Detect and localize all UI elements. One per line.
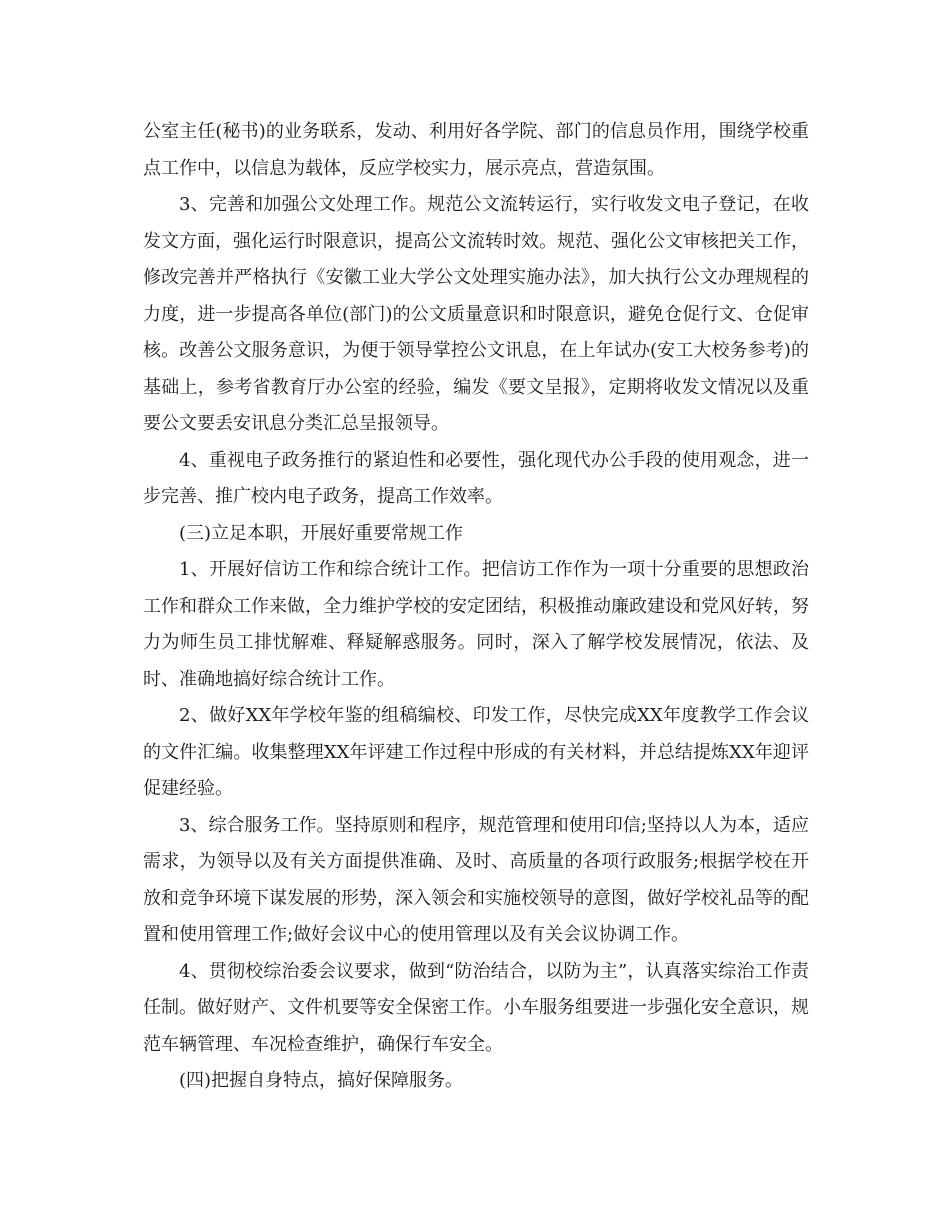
paragraph-1: 公室主任(秘书)的业务联系，发动、利用好各学院、部门的信息员作用，围绕学校重点工作中，以信息为载体，反应学校实力，展示亮点，营造氛围。 — [143, 121, 809, 179]
paragraph-3: 4、重视电子政务推行的紧迫性和必要性，强化现代办公手段的使用观念，进一步完善、推广校内电子政务，提高工作效率。 — [143, 449, 809, 507]
document-body — [143, 114, 809, 1100]
paragraph-6: 2、做好XX年学校年鉴的组稿编校、印发工作，尽快完成XX年度教学工作会议的文件汇编。收集整理XX年评建工作过程中形成的有关材料，并总结提炼XX年迎评促建经验。 — [143, 705, 809, 799]
paragraph-2: 3、完善和加强公文处理工作。规范公文流转运行，实行收发文电子登记，在收发文方面，强化运行时限意识，提高公文流转时效。规范、强化公文审核把关工作，修改完善并严格执行《安徽工业大学公文处理实施办法》，加大执行公文办理规程的力度，进一步提高各单位(部门)的公文质量意识和时限意识，避免仓促行文、仓促审核。改善公文服务意识，为便于领导掌控公文讯息，在上年试办(安工大校务参考)的基础上，参考省教育厅办公室的经验，编发《要文呈报》，定期将收发文情况以及重要公文要丢安讯息分类汇总呈报领导。 — [143, 194, 809, 434]
paragraph-8: 4、贯彻校综治委会议要求，做到“防治结合，以防为主”，认真落实综治工作责任制。做好财产、文件机要等安全保密工作。小车服务组要进一步强化安全意识，规范车辆管理、车况检查维护，确保行车安全。 — [143, 960, 809, 1055]
section-heading-4: (四)把握自身特点，搞好保障服务。 — [179, 1070, 464, 1091]
paragraph-7: 3、综合服务工作。坚持原则和程序，规范管理和使用印信;坚持以人为本，适应需求，为领导以及有关方面提供准确、及时、高质量的各项行政服务;根据学校在开放和竞争环境下谋发展的形势，深入领会和实施校领导的意图，做好学校礼品等的配置和使用管理工作;做好会议中心的使用管理以及有关会议协调工作。 — [143, 814, 809, 945]
section-heading-3: (三)立足本职，开展好重要常规工作 — [179, 522, 464, 544]
paragraph-5: 1、开展好信访工作和综合统计工作。把信访工作作为一项十分重要的思想政治工作和群众工作来做，全力维护学校的安定团结，积极推动廉政建设和党风好转，努力为师生员工排忧解难、释疑解惑服务。同时，深入了解学校发展情况，依法、及时、准确地搞好综合统计工作。 — [143, 559, 809, 690]
